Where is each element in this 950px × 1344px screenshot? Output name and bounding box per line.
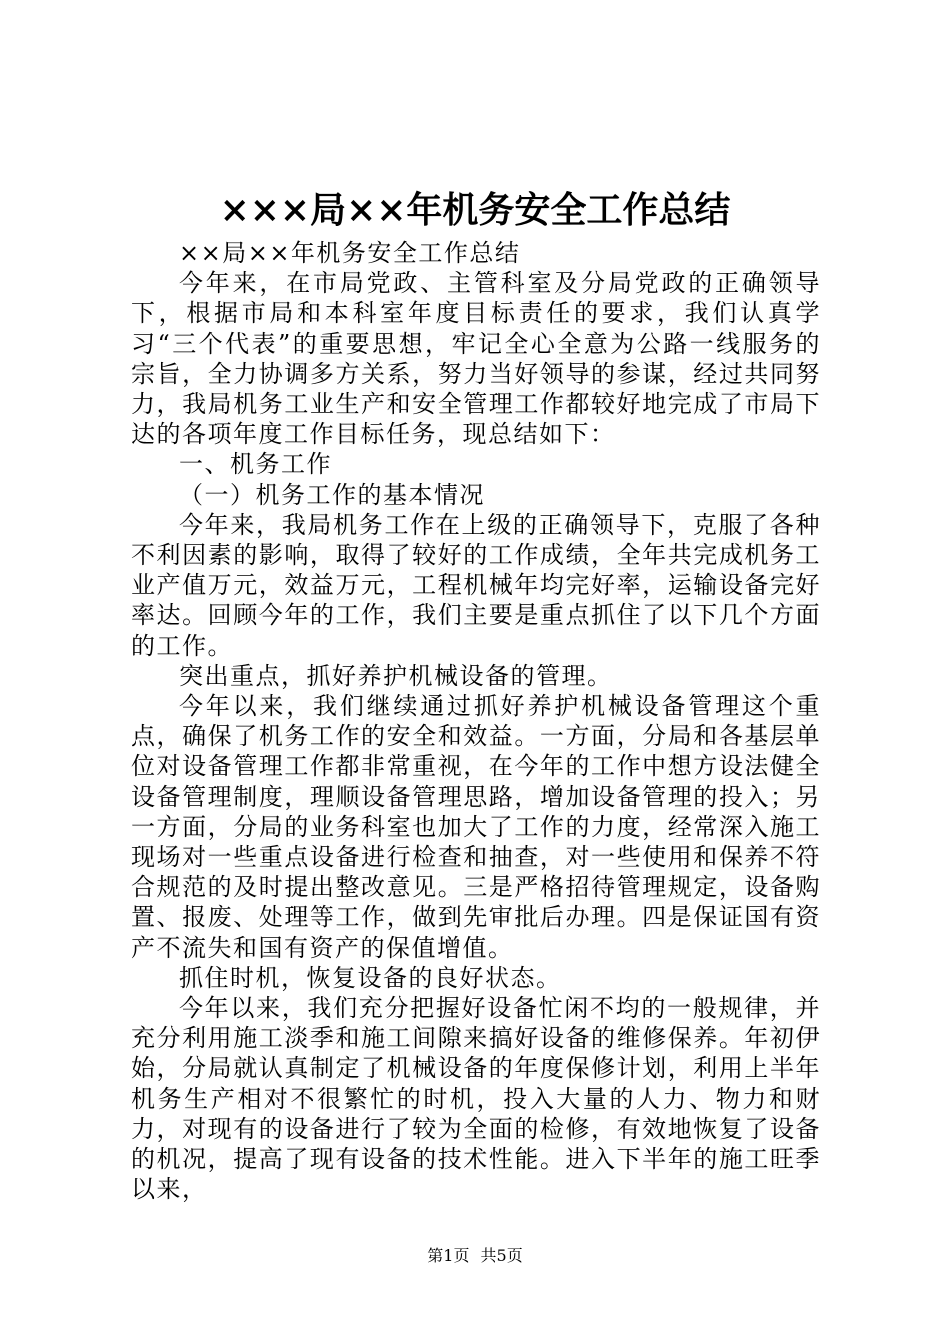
document-title: ×××局××年机务安全工作总结	[219, 189, 731, 231]
point-heading-1: 突出重点，抓好养护机械设备的管理。	[179, 661, 613, 690]
paragraph-equipment-management: 今年以来，我们继续通过抓好养护机械设备管理这个重点，确保了机务工作的安全和效益。一方面，分局和各基层单位对设备管理工作都非常重视，在今年的工作中想方设法健全设备管理制度，理顺设备管理思路，增加设备管理的投入；另一方面，分局的业务科室也加大了工作的力度，经常深入施工现场对一些重点设备进行检查和抽查，对一些使用和保养不符合规范的及时提出整改意见。三是严格招待管理规定，设备购置、报废、处理等工作，做到先审批后办理。四是保证国有资产不流失和国有资产的保值增值。	[131, 692, 821, 962]
page-number-current: 第1页	[427, 1246, 470, 1265]
paragraph-subtitle: ××局××年机务安全工作总结	[179, 239, 521, 267]
document-body	[131, 238, 821, 1205]
point-heading-2: 抓住时机，恢复设备的良好状态。	[179, 963, 562, 992]
paragraph-basic-situation: 今年来，我局机务工作在上级的正确领导下，克服了各种不利因素的影响，取得了较好的工作成绩，全年共完成机务工业产值万元，效益万元，工程机械年均完好率，运输设备完好率达。回顾今年的工作，我们主要是重点抓住了以下几个方面的工作。	[131, 510, 821, 660]
section-heading-1: 一、机务工作	[179, 450, 332, 479]
paragraph-equipment-maintenance: 今年以来，我们充分把握好设备忙闲不均的一般规律，并充分利用施工淡季和施工间隙来搞好设备的维修保养。年初伊始，分局就认真制定了机械设备的年度保修计划，利用上半年机务生产相对不很繁忙的时机，投入大量的人力、物力和财力，对现有的设备进行了较为全面的检修，有效地恢复了设备的机况，提高了现有设备的技术性能。进入下半年的施工旺季以来，	[131, 994, 821, 1204]
page-footer	[0, 1246, 950, 1266]
paragraph-intro: 今年来，在市局党政、主管科室及分局党政的正确领导下，根据市局和本科室年度目标责任的要求，我们认真学习“三个代表”的重要思想，牢记全心全意为公路一线服务的宗旨，全力协调多方关系，努力当好领导的参谋，经过共同努力，我局机务工业生产和安全管理工作都较好地完成了市局下达的各项年度工作目标任务，现总结如下：	[131, 269, 821, 449]
subsection-heading-1: （一）机务工作的基本情况	[179, 480, 485, 509]
page-number-total: 共5页	[480, 1246, 523, 1265]
